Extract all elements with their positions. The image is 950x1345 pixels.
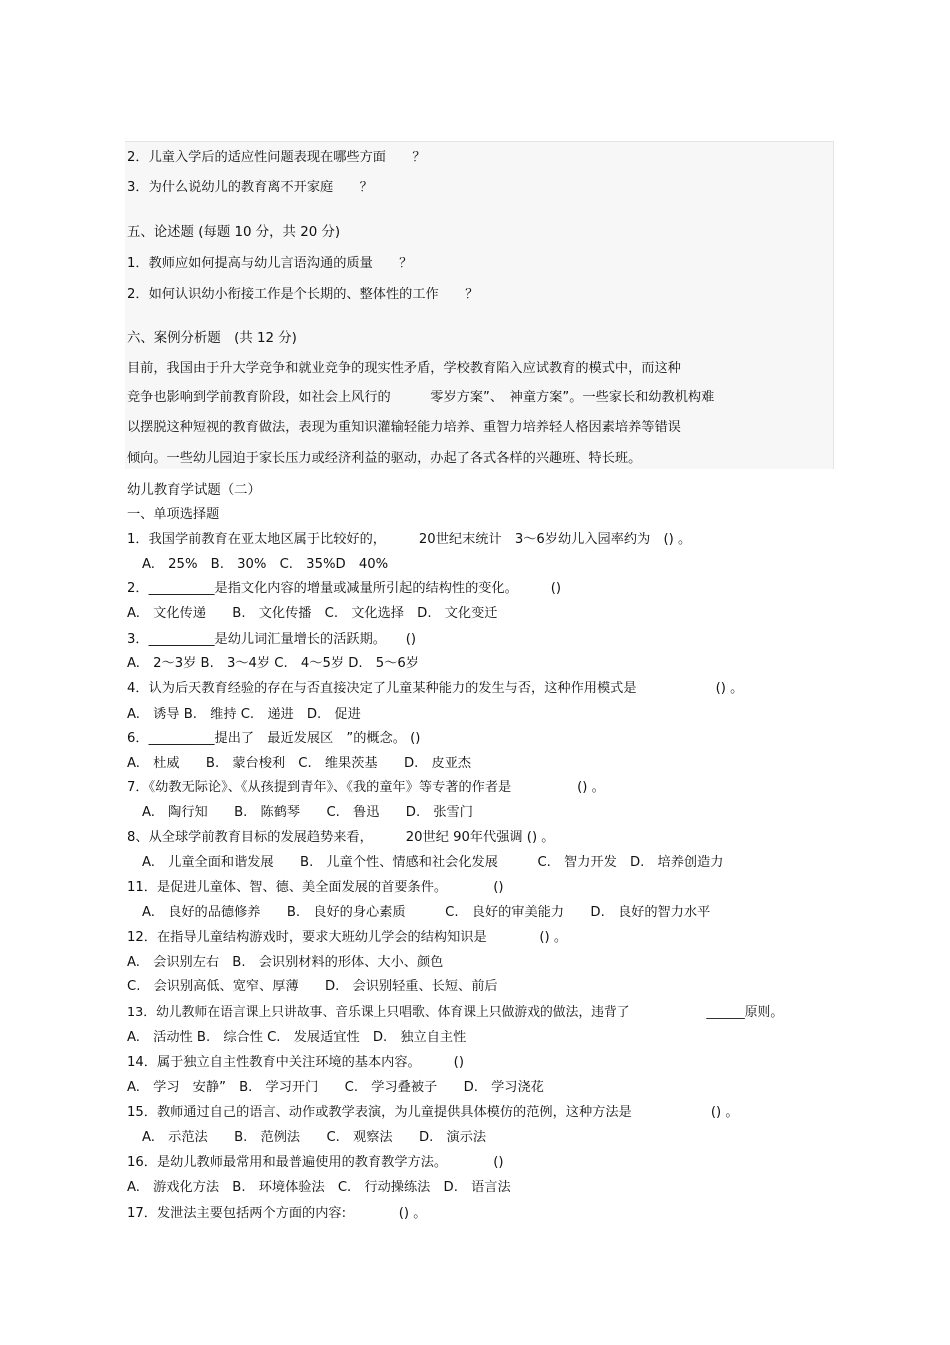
- q4-options: A. 诱导 B. 维持 C. 递进 D. 促进: [127, 707, 361, 722]
- q16-text: 16．是幼儿教师最常用和最普遍使用的教育教学方法。 (): [127, 1155, 504, 1170]
- essay-question-1: 1．教师应如何提高与幼儿言语沟通的质量 ？: [127, 256, 413, 271]
- q15-text: 15．教师通过自己的语言、动作或教学表演，为儿童提供具体模仿的范例，这种方法是 () 。: [127, 1105, 739, 1120]
- q12-options-ab: A. 会识别左右 B. 会识别材料的形体、大小、颜色: [127, 955, 444, 970]
- q6-options: A. 杜威 B. 蒙台梭利 C. 维果茨基 D. 皮亚杰: [127, 756, 472, 771]
- q3-options: A. 2～3岁 B. 3～4岁 C. 4～5岁 D. 5～6岁: [127, 656, 419, 671]
- q7-text: 7．《幼教无际论》、《从孩提到青年》、《我的童年》等专著的作者是 () 。: [127, 780, 605, 795]
- q3-text: 3．__________是幼儿词汇量增长的活跃期。 (): [127, 632, 417, 647]
- q8-text: 8、从全球学前教育目标的发展趋势来看， 20世纪 90年代强调 () 。: [127, 830, 555, 845]
- q2-options: A. 文化传递 B. 文化传播 C. 文化选择 D. 文化变迁: [127, 606, 498, 621]
- q8-options: A. 儿童全面和谐发展 B. 儿童个性、情感和社会化发展 C. 智力开发 D. 培养创造力: [142, 855, 724, 870]
- case-paragraph-line-2: 竞争也影响到学前教育阶段，如社会上风行的 零岁方案”、 神童方案”。一些家长和幼教机构难: [127, 390, 715, 405]
- q13-text: 13．幼儿教师在语言课上只讲故事、音乐课上只唱歌、体育课上只做游戏的做法，违背了 ______原则。: [127, 1005, 784, 1020]
- q6-text: 6．__________提出了 最近发展区 ”的概念。 (): [127, 731, 421, 746]
- section-case-heading: 六、案例分析题 (共 12 分): [127, 331, 297, 346]
- case-paragraph-line-4: 倾向。一些幼儿园迫于家长压力或经济利益的驱动，办起了各式各样的兴趣班、特长班。: [127, 451, 642, 466]
- q7-options: A. 陶行知 B. 陈鹤琴 C. 鲁迅 D. 张雪门: [142, 805, 473, 820]
- question-2-adaptation: 2．儿童入学后的适应性问题表现在哪些方面 ？: [127, 150, 426, 165]
- essay-question-2: 2．如何认识幼小衔接工作是个长期的、整体性的工作 ？: [127, 287, 479, 302]
- exam-title: 幼儿教育学试题（二）: [127, 483, 261, 498]
- section-essay-heading: 五、论述题 (每题 10 分，共 20 分): [127, 225, 341, 240]
- case-paragraph-line-1: 目前，我国由于升大学竞争和就业竞争的现实性矛盾，学校教育陷入应试教育的模式中，而这种: [127, 361, 681, 376]
- q14-options: A. 学习 安静” B. 学习开门 C. 学习叠被子 D. 学习浇花: [127, 1080, 544, 1095]
- q1-text: 1．我国学前教育在亚太地区属于比较好的， 20世纪末统计 3～6岁幼儿入园率约为 () 。: [127, 532, 692, 547]
- q4-text: 4．认为后天教育经验的存在与否直接决定了儿童某种能力的发生与否，这种作用模式是 () 。: [127, 681, 744, 696]
- q13-options: A. 活动性 B. 综合性 C. 发展适宜性 D. 独立自主性: [127, 1030, 467, 1045]
- q2-text: 2．__________是指文化内容的增量或减量所引起的结构性的变化。 (): [127, 581, 562, 596]
- q16-options: A. 游戏化方法 B. 环境体验法 C. 行动操练法 D. 语言法: [127, 1180, 511, 1195]
- q12-options-cd: C. 会识别高低、宽窄、厚薄 D. 会识别轻重、长短、前后: [127, 979, 498, 994]
- q11-options: A. 良好的品德修养 B. 良好的身心素质 C. 良好的审美能力 D. 良好的智力水平: [142, 905, 711, 920]
- q17-text: 17．发泄法主要包括两个方面的内容: () 。: [127, 1206, 427, 1221]
- q15-options: A. 示范法 B. 范例法 C. 观察法 D. 演示法: [142, 1130, 487, 1145]
- case-paragraph-line-3: 以摆脱这种短视的教育做法，表现为重知识灌输轻能力培养、重智力培养轻人格因素培养等错误: [127, 420, 681, 435]
- section-single-choice-heading: 一、单项选择题: [127, 507, 220, 522]
- q11-text: 11．是促进儿童体、智、德、美全面发展的首要条件。 (): [127, 880, 504, 895]
- q14-text: 14．属于独立自主性教育中关注环境的基本内容。 (): [127, 1055, 464, 1070]
- q12-text: 12．在指导儿童结构游戏时，要求大班幼儿学会的结构知识是 () 。: [127, 930, 568, 945]
- question-3-family: 3．为什么说幼儿的教育离不开家庭 ？: [127, 180, 373, 195]
- q1-options: A. 25% B. 30% C. 35%D 40%: [142, 557, 389, 572]
